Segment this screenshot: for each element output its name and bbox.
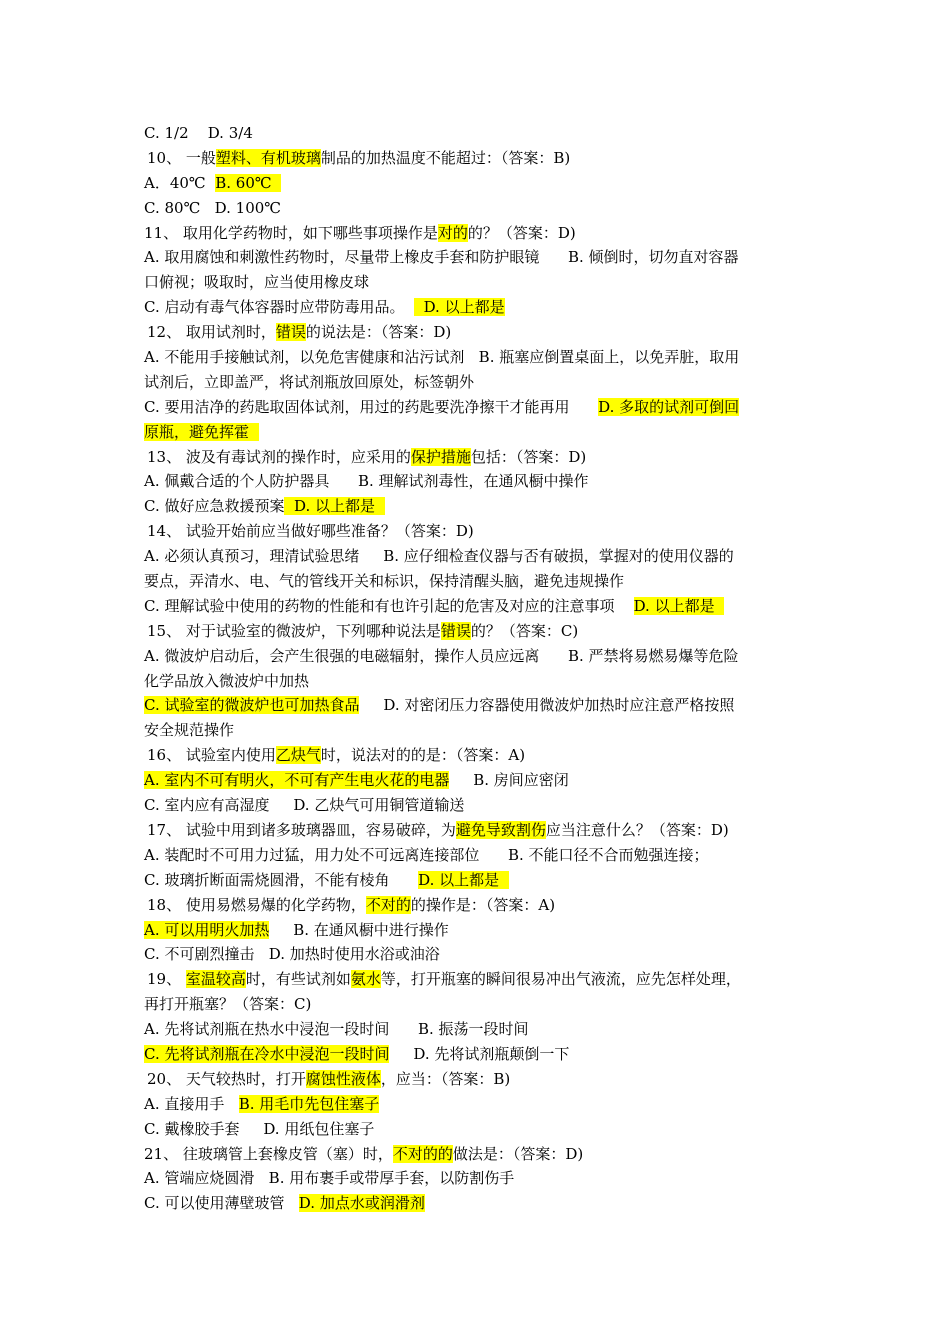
line-text: 的？（答案：C): [470, 621, 579, 640]
text-line: [144, 370, 814, 395]
text-line: [144, 395, 814, 420]
highlighted-text: B. 用毛巾先包住塞子: [238, 1094, 380, 1113]
highlighted-text: C. 先将试剂瓶在冷水中浸泡一段时间: [144, 1044, 390, 1063]
line-text: C. 理解试验中使用的药物的性能和有也许引起的危害及对应的注意事项: [144, 596, 634, 615]
highlighted-text: 保护措施: [410, 447, 471, 466]
highlighted-text: 腐蚀性液体: [305, 1069, 381, 1088]
line-text: 的？（答案：D): [467, 223, 576, 242]
line-text: 12、 取用试剂时，: [147, 323, 276, 342]
line-text: A．40℃: [144, 173, 216, 192]
text-line: [144, 868, 814, 893]
text-line: [144, 121, 814, 146]
line-text: 14、 试验开始前应当做好哪些准备？（答案：D): [147, 522, 474, 541]
line-text: 的说法是：（答案：D): [305, 323, 452, 342]
highlighted-text: 塑料、有机玻璃: [215, 148, 321, 167]
line-text: C. 玻璃折断面需烧圆滑，不能有棱角: [144, 870, 419, 889]
line-text: A. 直接用手: [144, 1094, 239, 1113]
text-line: [144, 544, 814, 569]
question-list: [144, 121, 814, 1216]
text-line: [144, 245, 814, 270]
text-line: [144, 171, 814, 196]
line-text: 21、 往玻璃管上套橡皮管（塞）时，: [144, 1144, 393, 1163]
highlighted-text: 原瓶，避免挥霍: [144, 422, 259, 441]
highlighted-text: A. 室内不可有明火，不可有产生电火花的电器: [144, 771, 450, 790]
text-line: [144, 1117, 814, 1142]
text-line: [144, 320, 814, 345]
line-text: B. 房间应密闭: [449, 771, 569, 790]
line-text: 10、 一般: [147, 148, 216, 167]
highlighted-text: 不对的的: [392, 1144, 453, 1163]
highlighted-text: 避免导致割伤: [455, 820, 546, 839]
text-line: [144, 992, 814, 1017]
line-text: A. 管端应烧圆滑 B. 用布裹手或带厚手套，以防割伤手: [144, 1169, 515, 1188]
highlighted-text: D. 以上都是: [414, 298, 505, 317]
line-text: 19、: [147, 970, 186, 989]
line-text: 20、 天气较热时，打开: [147, 1069, 306, 1088]
line-text: 16、 试验室内使用: [147, 746, 276, 765]
highlighted-text: 错误: [275, 323, 306, 342]
line-text: 再打开瓶塞？（答案：C): [144, 995, 312, 1014]
highlighted-text: C. 试验室的微波炉也可加热食品: [144, 696, 360, 715]
line-text: 15、 对于试验室的微波炉，下列哪种说法是: [147, 621, 441, 640]
line-text: C. 要用洁净的药匙取固体试剂，用过的药匙要洗净擦干才能再用: [144, 397, 599, 416]
text-line: [144, 843, 814, 868]
highlighted-text: D. 以上都是: [418, 870, 509, 889]
text-line: [144, 270, 814, 295]
text-line: [144, 196, 814, 221]
text-line: [144, 221, 814, 246]
text-line: [144, 594, 814, 619]
line-text: C. 1/2 D. 3/4: [144, 124, 253, 142]
text-line: [144, 295, 814, 320]
text-line: [144, 1191, 814, 1216]
text-line: [144, 1142, 814, 1167]
line-text: 试剂后，立即盖严，将试剂瓶放回原处，标签朝外: [144, 372, 475, 391]
line-text: 时，说法对的的是：（答案：A): [320, 746, 526, 765]
line-text: 化学品放入微波炉中加热: [144, 671, 310, 690]
highlighted-text: 室温较高: [185, 970, 246, 989]
line-text: A. 先将试剂瓶在热水中浸泡一段时间 B. 振荡一段时间: [144, 1020, 529, 1039]
highlighted-text: A. 可以用明火加热: [144, 920, 270, 939]
highlighted-text: D. 以上都是: [633, 596, 725, 615]
text-line: [144, 494, 814, 519]
text-line: [144, 967, 814, 992]
line-text: 17、 试验中用到诸多玻璃器皿，容易破碎，为: [147, 820, 456, 839]
text-line: [144, 1042, 814, 1067]
line-text: D. 对密闭压力容器使用微波炉加热时应注意严格按照: [359, 696, 735, 715]
highlighted-text: D. 加点水或润滑剂: [298, 1194, 425, 1213]
line-text: C. 80℃ D. 100℃: [144, 198, 282, 217]
line-text: A. 佩戴合适的个人防护器具 B. 理解试剂毒性，在通风橱中操作: [144, 472, 589, 491]
line-text: 要点，弄清水、电、气的管线开关和标识，保持清醒头脑，避免违规操作: [144, 572, 625, 591]
line-text: D. 先将试剂瓶颠倒一下: [389, 1044, 570, 1063]
line-text: 13、 波及有毒试剂的操作时，应采用的: [147, 447, 411, 466]
highlighted-text: 对的: [437, 223, 468, 242]
line-text: C. 不可剧烈撞击 D. 加热时使用水浴或油浴: [144, 945, 440, 964]
text-line: [144, 718, 814, 743]
line-text: A. 不能用手接触试剂，以免危害健康和沾污试剂 B. 瓶塞应倒置桌面上，以免弄脏，取用: [144, 348, 740, 367]
line-text: C. 做好应急救援预案: [144, 497, 285, 516]
text-line: [144, 693, 814, 718]
text-line: [144, 1067, 814, 1092]
line-text: A. 必须认真预习，理清试验思绪 B. 应仔细检查仪器与否有破损，掌握对的使用仪器的: [144, 547, 734, 566]
text-line: [144, 1166, 814, 1191]
line-text: A. 装配时不可用力过猛，用力处不可远离连接部位 B. 不能口径不合而勉强连接；: [144, 845, 709, 864]
text-line: [144, 918, 814, 943]
highlighted-text: 氨水: [350, 970, 381, 989]
text-line: [144, 768, 814, 793]
text-line: [144, 569, 814, 594]
text-line: [144, 469, 814, 494]
line-text: 口俯视；吸取时，应当使用橡皮球: [144, 273, 370, 292]
text-line: [144, 445, 814, 470]
text-line: [144, 942, 814, 967]
line-text: 做法是：（答案：D): [452, 1144, 584, 1163]
text-line: [144, 519, 814, 544]
line-text: A. 取用腐蚀和刺激性药物时，尽量带上橡皮手套和防护眼镜 B. 倾倒时，切勿直对容器: [144, 248, 739, 267]
line-text: 11、 取用化学药物时，如下哪些事项操作是: [144, 223, 438, 242]
text-line: [144, 619, 814, 644]
line-text: 应当注意什么？（答案：D): [545, 820, 729, 839]
text-line: [144, 669, 814, 694]
line-text: C. 戴橡胶手套 D. 用纸包住塞子: [144, 1119, 375, 1138]
highlighted-text: 错误: [440, 621, 471, 640]
line-text: 安全规范操作: [144, 721, 235, 740]
text-line: [144, 818, 814, 843]
highlighted-text: B. 60℃: [215, 173, 282, 192]
text-line: [144, 793, 814, 818]
line-text: 18、 使用易燃易爆的化学药物，: [147, 895, 366, 914]
line-text: A. 微波炉启动后，会产生很强的电磁辐射，操作人员应远离 B. 严禁将易燃易爆等危险: [144, 646, 739, 665]
highlighted-text: D. 多取的试剂可倒回: [598, 397, 740, 416]
line-text: 的操作是：（答案：A): [410, 895, 556, 914]
text-line: [144, 644, 814, 669]
text-line: [144, 146, 814, 171]
line-text: ，应当：（答案：B): [380, 1069, 511, 1088]
line-text: 时，有些试剂如: [245, 970, 351, 989]
highlighted-text: 不对的: [365, 895, 411, 914]
line-text: 等，打开瓶塞的瞬间很易冲出气液流，应先怎样处理，: [380, 970, 741, 989]
line-text: C. 可以使用薄壁玻管: [144, 1194, 299, 1213]
text-line: [144, 420, 814, 445]
highlighted-text: D. 以上都是: [284, 497, 385, 516]
line-text: C. 室内应有高湿度 D. 乙炔气可用铜管道输送: [144, 796, 465, 815]
text-line: [144, 345, 814, 370]
highlighted-text: 乙炔气: [275, 746, 321, 765]
line-text: 制品的加热温度不能超过：（答案：B): [320, 148, 571, 167]
text-line: [144, 743, 814, 768]
text-line: [144, 1017, 814, 1042]
text-line: [144, 1092, 814, 1117]
line-text: 包括：（答案：D): [470, 447, 587, 466]
text-line: [144, 893, 814, 918]
line-text: B. 在通风橱中进行操作: [269, 920, 449, 939]
line-text: C. 启动有毒气体容器时应带防毒用品。: [144, 298, 415, 317]
